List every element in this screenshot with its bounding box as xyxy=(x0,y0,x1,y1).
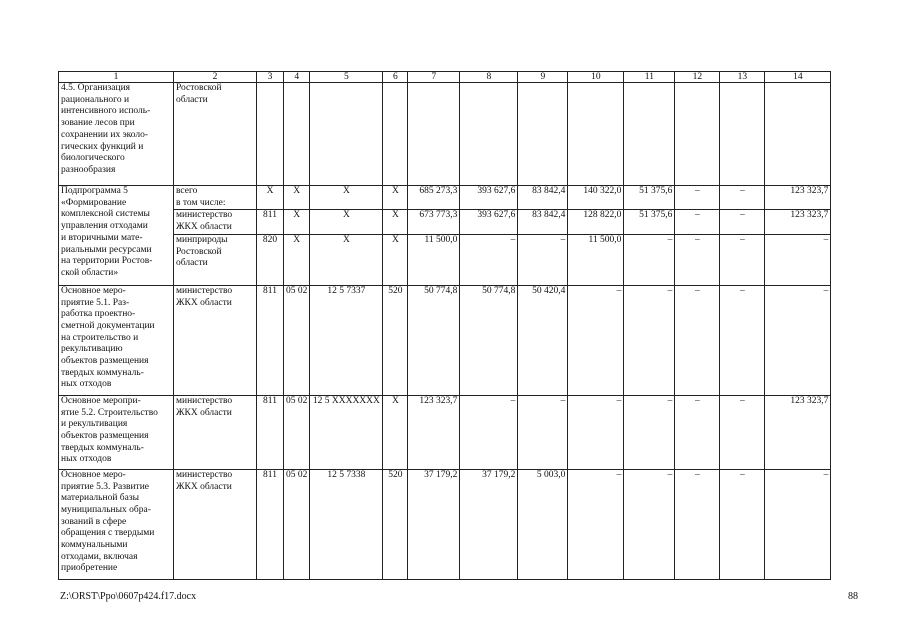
header-cell: 4 xyxy=(284,72,310,83)
measure-name-cell: Основное меропри- ятие 5.2. Строительство и рекультивация объектов размещения твердых коммуналь- ных отходов xyxy=(59,395,174,469)
header-cell: 10 xyxy=(568,72,624,83)
table-cell: – xyxy=(675,210,720,234)
table-cell: 50 774,8 xyxy=(460,285,518,395)
table-cell xyxy=(518,83,568,186)
measure-name-cell: Подпрограмма 5 «Формирование комплексной системы управления отходами и вторичными мате- риальными ресурсами на территории Ростов- ской области» xyxy=(59,186,174,286)
table-cell: – xyxy=(720,234,765,285)
table-cell: – xyxy=(624,285,675,395)
table-cell: 393 627,6 xyxy=(460,210,518,234)
table-row xyxy=(59,285,831,395)
header-cell: 13 xyxy=(720,72,765,83)
executor-cell: министерство ЖКХ области xyxy=(174,285,257,395)
table-row xyxy=(59,186,831,210)
table-cell: X xyxy=(284,234,310,285)
table-cell: 123 323,7 xyxy=(765,210,831,234)
table-cell: – xyxy=(675,395,720,469)
table-cell: 51 375,6 xyxy=(624,210,675,234)
table-cell: 811 xyxy=(257,210,284,234)
table-cell: 123 323,7 xyxy=(765,186,831,210)
table-row xyxy=(59,234,831,285)
table-cell: – xyxy=(518,395,568,469)
table-body xyxy=(59,72,831,580)
executor-cell: минприроды Ростовской области xyxy=(174,234,257,285)
page-number: 88 xyxy=(848,591,858,602)
table-cell: – xyxy=(765,234,831,285)
table-row xyxy=(59,395,831,469)
table-cell xyxy=(720,83,765,186)
table-row xyxy=(59,469,831,579)
table-cell xyxy=(568,83,624,186)
table-cell: – xyxy=(765,469,831,579)
table-cell: 05 02 xyxy=(284,395,310,469)
table-cell: 128 822,0 xyxy=(568,210,624,234)
budget-table xyxy=(58,71,831,580)
header-cell: 7 xyxy=(408,72,460,83)
table-cell: 83 842,4 xyxy=(518,210,568,234)
table-cell: 11 500,0 xyxy=(568,234,624,285)
measure-name-cell: Основное меро- приятие 5.3. Развитие материальной базы муниципальных обра- зований в сфере обращения с твердыми коммунальными отходами, включая приобретение xyxy=(59,469,174,579)
table-cell: 393 627,6 xyxy=(460,186,518,210)
table-cell xyxy=(765,83,831,186)
table-cell: X xyxy=(383,186,408,210)
table-cell: X xyxy=(310,234,383,285)
table-cell: X xyxy=(284,186,310,210)
table-cell: – xyxy=(675,186,720,210)
header-cell: 12 xyxy=(675,72,720,83)
table-cell: 820 xyxy=(257,234,284,285)
table-cell: X xyxy=(310,186,383,210)
table-cell: 12 5 7337 xyxy=(310,285,383,395)
table-cell: 811 xyxy=(257,469,284,579)
table-cell: 123 323,7 xyxy=(408,395,460,469)
table-cell: 520 xyxy=(383,285,408,395)
header-cell: 6 xyxy=(383,72,408,83)
table-row xyxy=(59,210,831,234)
table-header-row xyxy=(59,72,831,83)
table-cell: – xyxy=(765,285,831,395)
executor-cell: всего в том числе: xyxy=(174,186,257,210)
table-cell: – xyxy=(568,469,624,579)
table-cell: – xyxy=(720,395,765,469)
table-row xyxy=(59,83,831,186)
table-cell: 05 02 xyxy=(284,285,310,395)
table-cell: 123 323,7 xyxy=(765,395,831,469)
table-cell: 51 375,6 xyxy=(624,186,675,210)
table-cell: 11 500,0 xyxy=(408,234,460,285)
table-cell: X xyxy=(383,234,408,285)
table-cell: – xyxy=(720,285,765,395)
table-cell: X xyxy=(383,395,408,469)
table-cell: – xyxy=(675,234,720,285)
table-cell xyxy=(675,83,720,186)
table-cell: X xyxy=(383,210,408,234)
table-cell: 673 773,3 xyxy=(408,210,460,234)
table-cell: – xyxy=(624,395,675,469)
table-cell: – xyxy=(624,234,675,285)
table-cell: X xyxy=(284,210,310,234)
table-cell xyxy=(257,83,284,186)
table-cell: – xyxy=(720,210,765,234)
table-cell: 37 179,2 xyxy=(408,469,460,579)
header-cell: 11 xyxy=(624,72,675,83)
measure-name-cell: 4.5. Организация рационального и интенсивного исполь- зование лесов при сохранении их эколо- гических функций и биологического разнообразия xyxy=(59,83,174,186)
header-cell: 1 xyxy=(59,72,174,83)
table-cell: – xyxy=(460,395,518,469)
table-cell: – xyxy=(675,285,720,395)
measure-name-cell: Основное меро- приятие 5.1. Раз- работка проектно- сметной документации на строительство и рекультивацию объектов размещения твердых коммуналь- ных отходов xyxy=(59,285,174,395)
table-cell xyxy=(460,83,518,186)
table-cell: – xyxy=(460,234,518,285)
table-cell: X xyxy=(257,186,284,210)
table-cell: – xyxy=(675,469,720,579)
executor-cell: министерство ЖКХ области xyxy=(174,210,257,234)
table-cell xyxy=(310,83,383,186)
table-cell: – xyxy=(720,186,765,210)
table-cell: 140 322,0 xyxy=(568,186,624,210)
table-cell: 37 179,2 xyxy=(460,469,518,579)
table-cell xyxy=(408,83,460,186)
footer-file-path: Z:\ORST\Ppo\0607p424.f17.docx xyxy=(60,591,197,602)
table-cell: 12 5 XXXXXXX xyxy=(310,395,383,469)
header-cell: 14 xyxy=(765,72,831,83)
executor-cell: министерство ЖКХ области xyxy=(174,395,257,469)
table-cell xyxy=(624,83,675,186)
table-cell: – xyxy=(518,234,568,285)
table-cell: X xyxy=(310,210,383,234)
table-cell: 520 xyxy=(383,469,408,579)
table-cell: – xyxy=(568,395,624,469)
executor-cell: Ростовской области xyxy=(174,83,257,186)
table-cell: – xyxy=(568,285,624,395)
table-cell: 83 842,4 xyxy=(518,186,568,210)
table-cell: 811 xyxy=(257,285,284,395)
executor-cell: министерство ЖКХ области xyxy=(174,469,257,579)
header-cell: 8 xyxy=(460,72,518,83)
table-cell: 50 774,8 xyxy=(408,285,460,395)
header-cell: 9 xyxy=(518,72,568,83)
table-cell: 05 02 xyxy=(284,469,310,579)
table-cell: 12 5 7338 xyxy=(310,469,383,579)
header-cell: 3 xyxy=(257,72,284,83)
header-cell: 5 xyxy=(310,72,383,83)
table-cell: 811 xyxy=(257,395,284,469)
table-cell xyxy=(383,83,408,186)
table-cell: 50 420,4 xyxy=(518,285,568,395)
table-cell xyxy=(284,83,310,186)
header-cell: 2 xyxy=(174,72,257,83)
table-cell: 685 273,3 xyxy=(408,186,460,210)
table-cell: – xyxy=(624,469,675,579)
table-cell: 5 003,0 xyxy=(518,469,568,579)
table-cell: – xyxy=(720,469,765,579)
